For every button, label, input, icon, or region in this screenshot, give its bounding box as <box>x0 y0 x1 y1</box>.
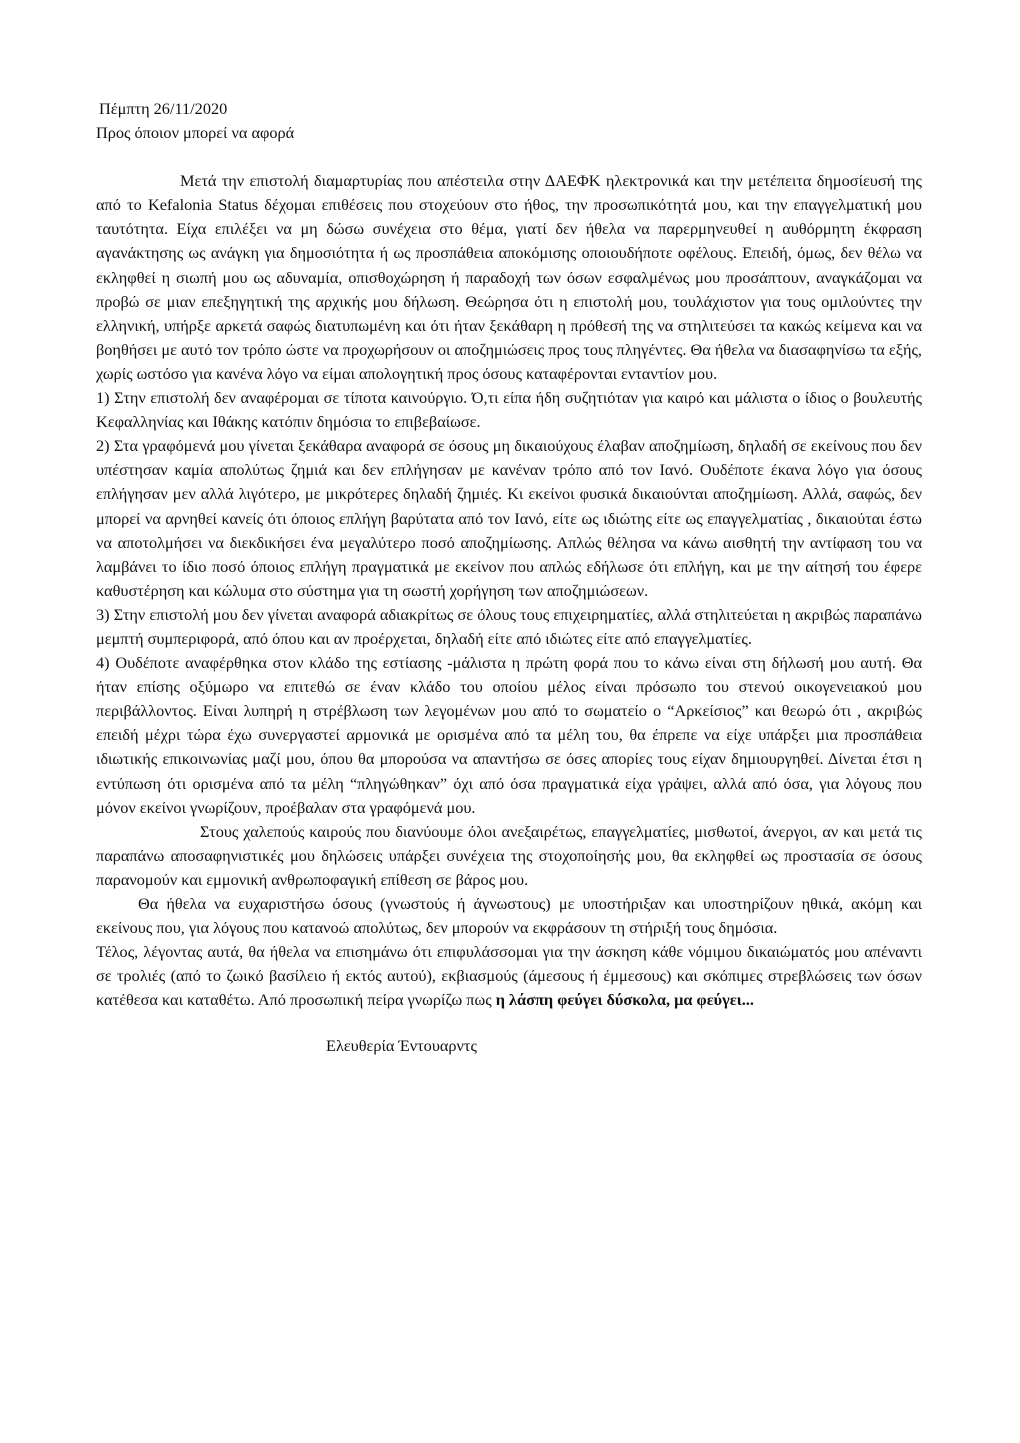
closing-text: Τέλος, λέγοντας αυτά, θα ήθελα να επισημάνω ότι επιφυλάσσομαι για την άσκηση κάθε νόμιμου δικαιώματός μου απέναντι σε τρολιές (από το ζωικό βασίλειο ή εκτός αυτού), εκβιασμούς (άμεσους ή έμμεσους) και σκόπιμες στρεβλώσεις των όσων κατέθεσα και καταθέτω. Από προσωπική πείρα γνωρίζω πως <box>96 942 922 1010</box>
point-2-paragraph: 2) Στα γραφόμενά μου γίνεται ξεκάθαρα αναφορά σε όσους μη δικαιούχους έλαβαν αποζημίωση, δηλαδή σε εκείνους που δεν υπέστησαν καμία απολύτως ζημιά και δεν επλήγησαν με κανέναν τρόπο από τον Ιανό. Ουδέποτε έκανα λόγο για όσους επλήγησαν μεν αλλά λιγότερο, με μικρότερες δηλαδή ζημιές. Κι εκείνοι φυσικά δικαιούνται αποζημίωση. Αλλά, σαφώς, δεν μπορεί να αρνηθεί κανείς ότι όποιος επλήγη βαρύτατα από τον Ιανό, είτε ως ιδιώτης είτε ως επαγγελματίας , δικαιούται έστω να αποτολμήσει να διεκδικήσει ένα μεγαλύτερο ποσό αποζημίωσης. Απλώς θέλησα να κάνω αισθητή την αντίφαση του να λαμβάνει το ίδιο ποσό όποιος επλήγη πραγματικά με εκείνον που απλώς εδήλωσε ότι επλήγη, και με την αίτησή του έφερε καθυστέρηση και κώλυμα στο σύστημα για τη σωστή χορήγηση των αποζημιώσεων. <box>96 436 922 600</box>
letter-date: Πέμπτη 26/11/2020 <box>99 99 228 118</box>
intro-paragraph: Μετά την επιστολή διαμαρτυρίας που απέστειλα στην ΔΑΕΦΚ ηλεκτρονικά και την μετέπειτα δημοσίευσή της από το Kefalonia Status δέχομαι επιθέσεις που στοχεύουν στο ήθος, την προσωπικότητά μου, και την επαγγελματική μου ταυτότητα. Είχα επιλέξει να μη δώσω συνέχεια στο θέμα, γιατί δεν ήθελα να παρερμηνευθεί η αυθόρμητη έκφραση αγανάκτησης ως ανάγκη για δημοσιότητα ή ως προσπάθεια αποκόμισης οποιουδήποτε οφέλους. Επειδή, όμως, δεν θέλω να εκληφθεί η σιωπή μου ως αδυναμία, οπισθοχώρηση ή παραδοχή των όσων εσφαλμένως μου προσάπτουν, αναγκάζομαι να προβώ σε μιαν επεξηγητική της αρχικής μου δήλωση. Θεώρησα ότι η επιστολή μου, τουλάχιστον για τους ομιλούντες την ελληνική, υπήρξε αρκετά σαφώς διατυπωμένη και ότι ήταν ξεκάθαρη η πρόθεσή της να στηλιτεύσει τα κακώς κείμενα και να βοηθήσει με αυτό τον τρόπο ώστε να προχωρήσουν οι αποζημιώσεις προς τους πληγέντες. Θα ήθελα να διασαφηνίσω τα εξής, χωρίς ωστόσο για κανένα λόγο να είμαι απολογητική προς όσους καταφέρονται ενταντίον μου. <box>96 171 922 383</box>
closing-bold-phrase: η λάσπη φεύγει δύσκολα, μα φεύγει... <box>495 990 754 1010</box>
hard-times-paragraph: Στους χαλεπούς καιρούς που διανύουμε όλοι ανεξαιρέτως, επαγγελματίες, μισθωτοί, άνεργοι, αν και μετά τις παραπάνω αποσαφηνιστικές μου δηλώσεις υπάρξει συνέχεια της στοχοποίησής μου, θα εκληφθεί ως προστασία σε όσους παρανομούν και εμμονική ανθρωποφαγική επίθεση σε βάρος μου. <box>96 821 922 889</box>
letter-salutation: Προς όποιον μπορεί να αφορά <box>96 123 295 143</box>
point-3-paragraph: 3) Στην επιστολή μου δεν γίνεται αναφορά αδιακρίτως σε όλους τους επιχειρηματίες, αλλά στηλιτεύεται η ακριβώς παραπάνω μεμπτή συμπεριφορά, από όπου και αν προέρχεται, δηλαδή είτε από ιδιώτες είτε από επαγγελματίες. <box>96 604 922 648</box>
closing-paragraph <box>96 940 922 1012</box>
point-1-paragraph: 1) Στην επιστολή δεν αναφέρομαι σε τίποτα καινούργιο. Ό,τι είπα ήδη συζητιόταν για καιρό και μάλιστα ο ίδιος ο βουλευτής Κεφαλληνίας και Ιθάκης κατόπιν δημόσια το επιβεβαίωσε. <box>96 388 922 432</box>
letter-body <box>96 97 922 1059</box>
point-4-paragraph: 4) Ουδέποτε αναφέρθηκα στον κλάδο της εστίασης -μάλιστα η πρώτη φορά που το κάνω είναι στη δήλωσή μου αυτή. Θα ήταν επίσης οξύμωρο να επιτεθώ σε έναν κλάδο του οποίου μέλος είναι πρόσωπο του στενού οικογενειακού μου περιβάλλοντος. Είναι λυπηρή η στρέβλωση των λεγομένων μου από το σωματείο ο “Αρκείσιος” και θεωρώ ότι , ακριβώς επειδή μέχρι τώρα έχω συνεργαστεί αρμονικά με ορισμένα από τα μέλη του, θα έπρεπε να είχε υπάρξει μια προσπάθεια ιδιωτικής επικοινωνίας μαζί μου, όπου θα μπορούσα να απαντήσω σε όσες απορίες τους είχαν δημιουργηθεί. Δίνεται έτσι η εντύπωση ότι ορισμένα από τα μέλη “πληγώθηκαν” όχι από όσα πραγματικά είχα γράψει, αλλά από όσα, για λόγους που μόνον εκείνοι γνωρίζουν, προέβαλαν στα γραφόμενά μου. <box>96 653 922 817</box>
thanks-paragraph: Θα ήθελα να ευχαριστήσω όσους (γνωστούς ή άγνωστους) με υποστήριξαν και υποστηρίζουν ηθικά, ακόμη και εκείνους που, για λόγους που κατανοώ απολύτως, δεν μπορούν να εκφράσουν τη στήριξή τους δημόσια. <box>96 894 922 938</box>
signature: Ελευθερία Έντουαρντς <box>326 1036 477 1056</box>
